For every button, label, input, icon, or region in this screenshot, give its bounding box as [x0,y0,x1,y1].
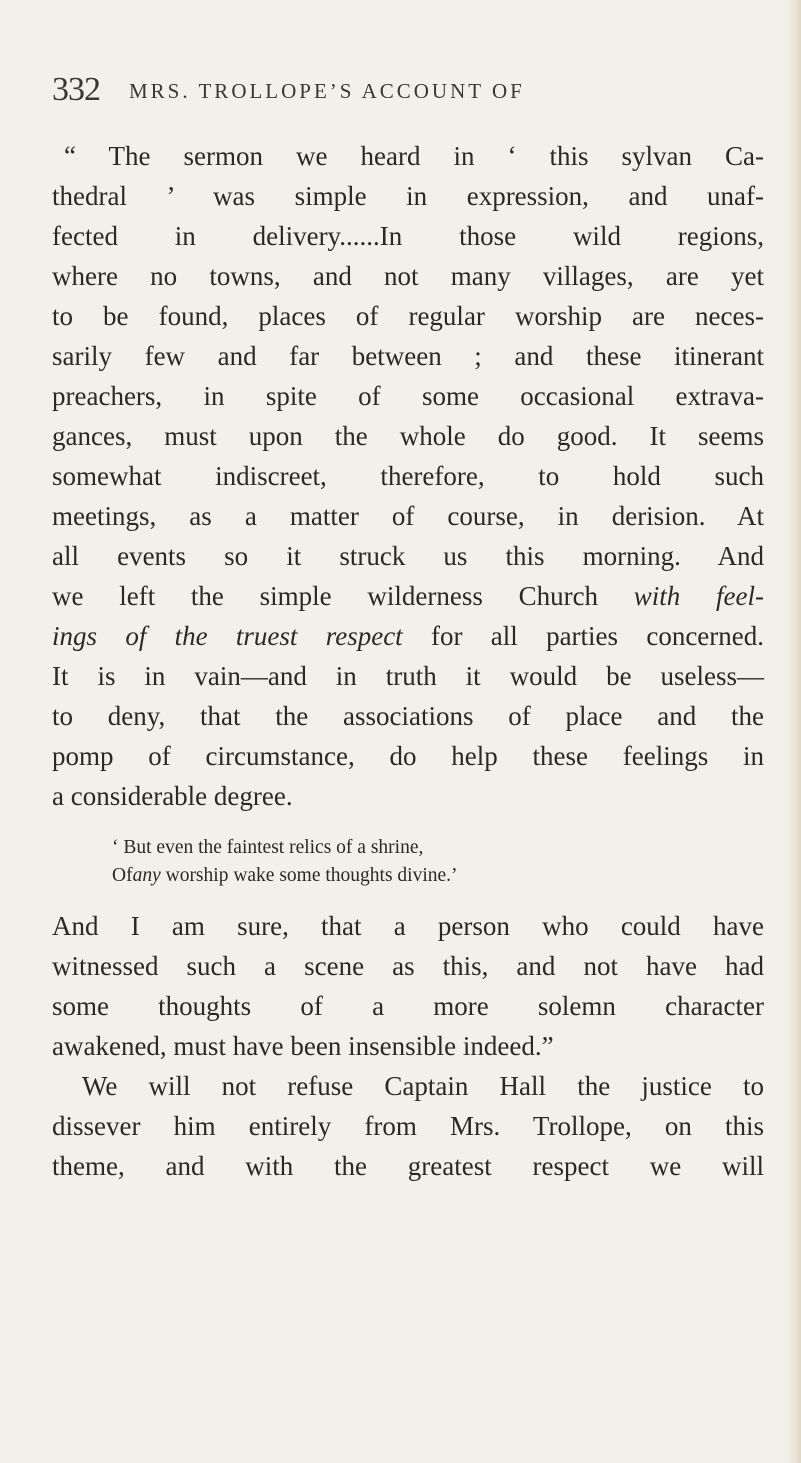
italic-fragment: of the truest respect [125,621,403,651]
text-fragment: for all parties concerned. [431,621,765,651]
text-line-with-italic [52,616,764,656]
text-line: It is in vain—and in truth it would be useless— [52,661,764,691]
italic-fragment: any [132,865,161,886]
page-number: 332 [52,71,100,108]
verse-line [112,862,764,890]
text-line: dissever him entirely from Mrs. Trollope, on this [52,1111,764,1141]
text-line: witnessed such a scene as this, and not have had [52,951,764,981]
verse-line: ‘ But even the faintest relics of a shrine, [112,837,424,858]
text-line: somewhat indiscreet, therefore, to hold such [52,461,764,491]
text-line: fected in delivery......In those wild regions, [52,221,764,251]
text-line: theme, and with the greatest respect we will [52,1151,764,1181]
italic-fragment: with feel- [633,581,765,611]
text-line-with-italic [52,576,764,616]
page-edge-shadow [787,0,801,1463]
text-line: where no towns, and not many villages, are yet [52,261,764,291]
text-line: And I am sure, that a person who could have [52,911,764,941]
text-line: some thoughts of a more solemn character [52,991,764,1021]
text-line: a considerable degree. [52,781,293,811]
text-line: We will not refuse Captain Hall the justice to [82,1071,764,1101]
italic-fragment: ings [52,621,98,651]
text-line: pomp of circumstance, do help these feelings in [52,741,764,771]
text-line: to deny, that the associations of place and the [52,701,764,731]
running-head [52,70,752,110]
text-line: thedral ’ was simple in expression, and unaf- [52,181,764,211]
text-fragment: we left the simple wilderness Church [52,581,599,611]
running-title: MRS. TROLLOPE’S ACCOUNT OF [129,79,525,103]
verse-quotation [52,834,764,890]
body-text [52,136,764,1186]
text-line: gances, must upon the whole do good. It seems [52,421,764,451]
text-line: to be found, places of regular worship are neces- [52,301,764,331]
text-line: “ The sermon we heard in ‘ this sylvan Ca- [64,141,764,171]
text-line: awakened, must have been insensible indeed.” [52,1031,554,1061]
text-line: sarily few and far between ; and these itinerant [52,341,764,371]
text-fragment: Of [112,865,133,886]
text-fragment: worship wake some thoughts divine.’ [165,865,458,886]
text-line: preachers, in spite of some occasional extrava- [52,381,764,411]
text-line: all events so it struck us this morning. And [52,541,764,571]
text-line: meetings, as a matter of course, in derision. At [52,501,764,531]
